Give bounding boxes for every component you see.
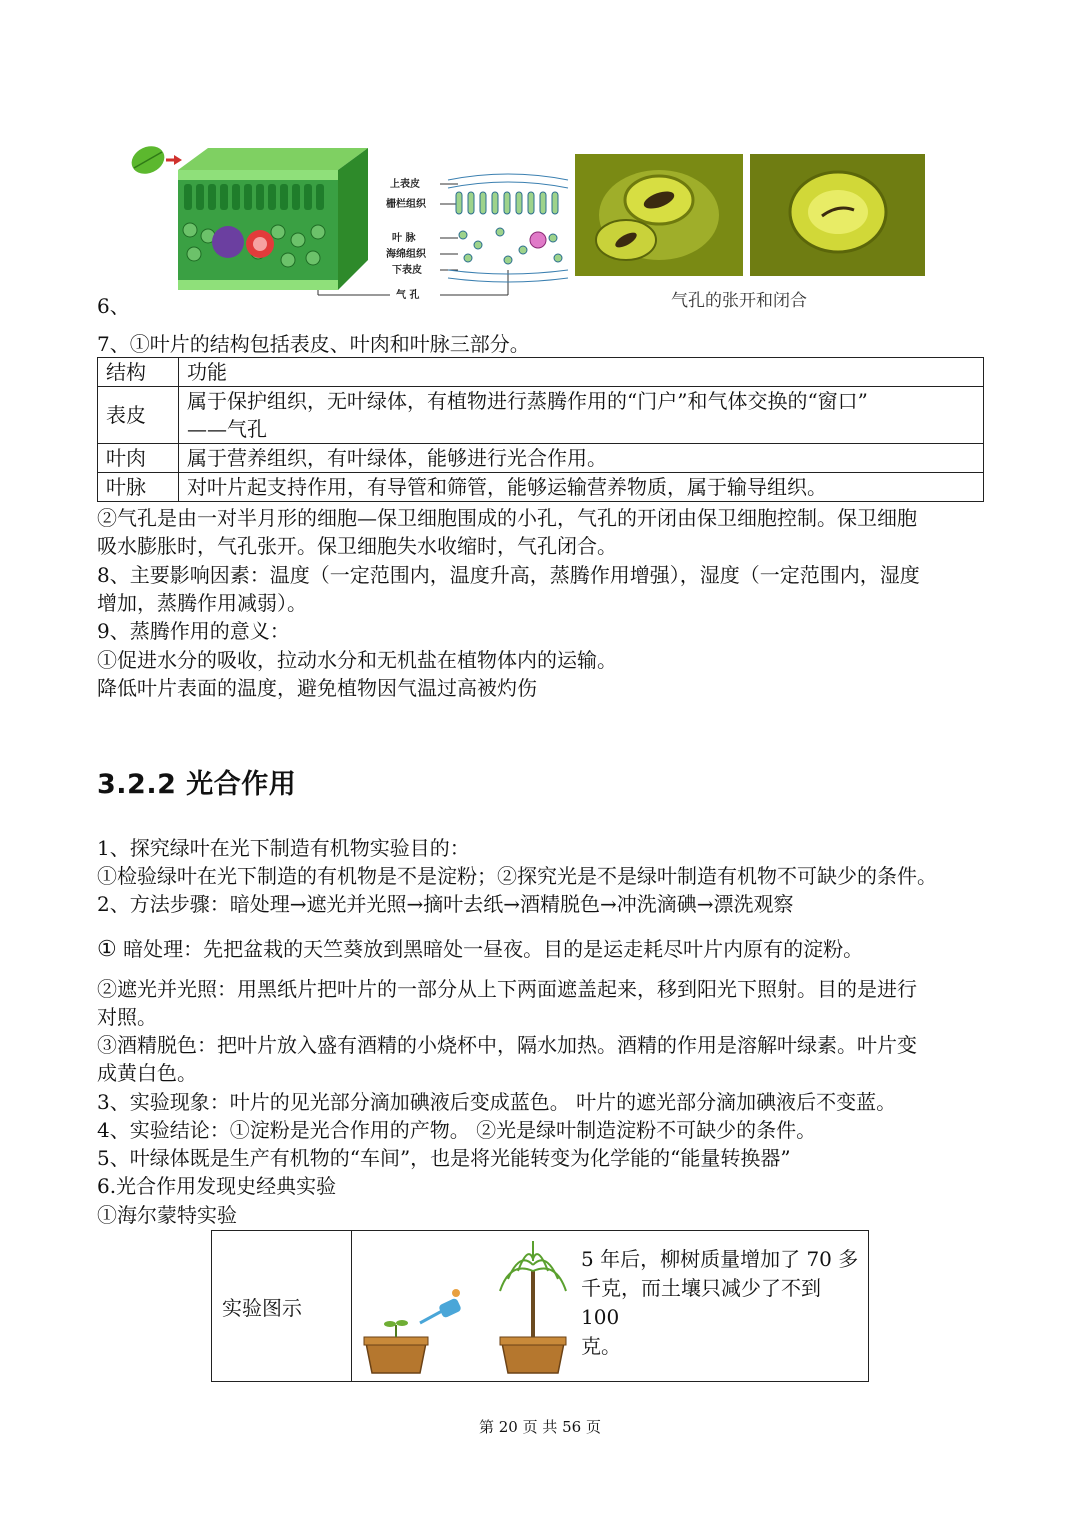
page-footer: 第 20 页 共 56 页: [478, 1418, 601, 1436]
section-title: 3.2.2 光合作用: [97, 769, 297, 800]
experiment-result-text: 5 年后，柳树质量增加了 70 多: [581, 1247, 859, 1271]
stoma-text-1: ②气孔是由一对半月形的细胞—保卫细胞围成的小孔，气孔的开闭由保卫细胞控制。保卫细胞: [97, 506, 917, 530]
step-2a-mark: ①: [97, 937, 117, 962]
table-row: [98, 473, 984, 502]
experiment-result-text: 千克，而土壤只减少了不到 100: [581, 1276, 821, 1329]
table-row: [98, 387, 984, 444]
watering-can-icon: [420, 1289, 462, 1323]
table-row: [212, 1231, 869, 1382]
step-2b-line-1: ②遮光并光照：用黑纸片把叶片的一部分从上下两面遮盖起来，移到阳光下照射。目的是进行: [97, 977, 917, 1001]
figure-label: 栅栏组织: [386, 199, 426, 210]
step-2b-line-2: 对照。: [97, 1005, 157, 1029]
table-cell-function: [179, 387, 984, 444]
step-6: 6.光合作用发现史经典实验: [97, 1174, 337, 1198]
table-cell-structure: 叶肉: [98, 444, 179, 473]
table-cell-structure: 表皮: [98, 387, 179, 444]
item-9-point-2: 降低叶片表面的温度，避免植物因气温过高被灼伤: [97, 676, 537, 700]
figure-label: 海绵组织: [386, 249, 426, 260]
experiment-content-cell: [352, 1231, 869, 1382]
figure-label: 气 孔: [396, 290, 420, 301]
figure-number: 6、: [97, 294, 130, 318]
step-2: 2、方法步骤：暗处理→遮光并光照→摘叶去纸→酒精脱色→冲洗滴碘→漂洗观察: [97, 892, 794, 916]
step-6a: ①海尔蒙特实验: [97, 1203, 237, 1227]
item-8-line-2: 增加，蒸腾作用减弱）。: [97, 591, 307, 615]
step-2c-line-1: ③酒精脱色：把叶片放入盛有酒精的小烧杯中，隔水加热。酒精的作用是溶解叶绿素。叶片变: [97, 1033, 917, 1057]
step-2a: [97, 935, 863, 964]
leaf-diagram-svg: [128, 140, 928, 315]
table-row: [98, 444, 984, 473]
step-1-purpose: ①检验绿叶在光下制造的有机物是不是淀粉；②探究光是不是绿叶制造有机物不可缺少的条件。: [97, 864, 937, 888]
seedling-pot: [364, 1320, 428, 1373]
cross-section-drawing: [448, 174, 568, 282]
experiment-label-cell: 实验图示: [212, 1231, 352, 1382]
step-2a-text: 暗处理：先把盆栽的天竺葵放到黑暗处一昼夜。目的是运走耗尽叶片内原有的淀粉。: [123, 937, 864, 961]
step-1: 1、探究绿叶在光下制造有机物实验目的：: [97, 836, 470, 860]
item-7: 7、①叶片的结构包括表皮、叶肉和叶脉三部分。: [97, 332, 530, 356]
stoma-closed-photo: [750, 154, 925, 276]
item-9-point-1: ①促进水分的吸收，拉动水分和无机盐在植物体内的运输。: [97, 648, 617, 672]
figure-label: 上表皮: [390, 179, 420, 190]
figure-label: 叶 脉: [392, 233, 416, 244]
table-header-cell: 结构: [98, 358, 179, 387]
small-leaf-icon: [128, 141, 182, 179]
figure-caption: 气孔的张开和闭合: [671, 291, 807, 311]
function-text: 属于保护组织，无叶绿体，有植物进行蒸腾作用的“门户”和气体交换的“窗口”: [187, 389, 868, 413]
leaf-structure-figure: [128, 140, 928, 315]
item-8-line-1: 8、主要影响因素：温度（一定范围内，温度升高，蒸腾作用增强），湿度（一定范围内，湿度: [97, 563, 920, 587]
table-header-cell: 功能: [179, 358, 984, 387]
table-cell-structure: 叶脉: [98, 473, 179, 502]
step-2c-line-2: 成黄白色。: [97, 1061, 197, 1085]
helmont-experiment-table: [211, 1230, 869, 1382]
step-4: 4、实验结论：①淀粉是光合作用的产物。 ②光是绿叶制造淀粉不可缺少的条件。: [97, 1118, 817, 1142]
leaf-structure-table: [97, 357, 984, 502]
table-header-row: [98, 358, 984, 387]
table-cell-function: 属于营养组织，有叶绿体，能够进行光合作用。: [179, 444, 984, 473]
willow-experiment-illustration: [360, 1231, 580, 1381]
leaf-block-3d: [178, 148, 368, 290]
item-9: 9、蒸腾作用的意义：: [97, 619, 290, 643]
step-3: 3、实验现象：叶片的见光部分滴加碘液后变成蓝色。 叶片的遮光部分滴加碘液后不变蓝。: [97, 1090, 897, 1114]
function-text: ——气孔: [187, 417, 267, 441]
stoma-text-2: 吸水膨胀时，气孔张开。保卫细胞失水收缩时，气孔闭合。: [97, 534, 617, 558]
figure-label: 下表皮: [392, 265, 422, 276]
experiment-result-text: 克。: [581, 1334, 621, 1358]
table-cell-function: 对叶片起支持作用，有导管和筛管，能够运输营养物质，属于输导组织。: [179, 473, 984, 502]
stoma-open-photo: [575, 154, 743, 276]
willow-pot: [500, 1241, 566, 1373]
step-5: 5、叶绿体既是生产有机物的“车间”，也是将光能转变为化学能的“能量转换器”: [97, 1146, 791, 1170]
